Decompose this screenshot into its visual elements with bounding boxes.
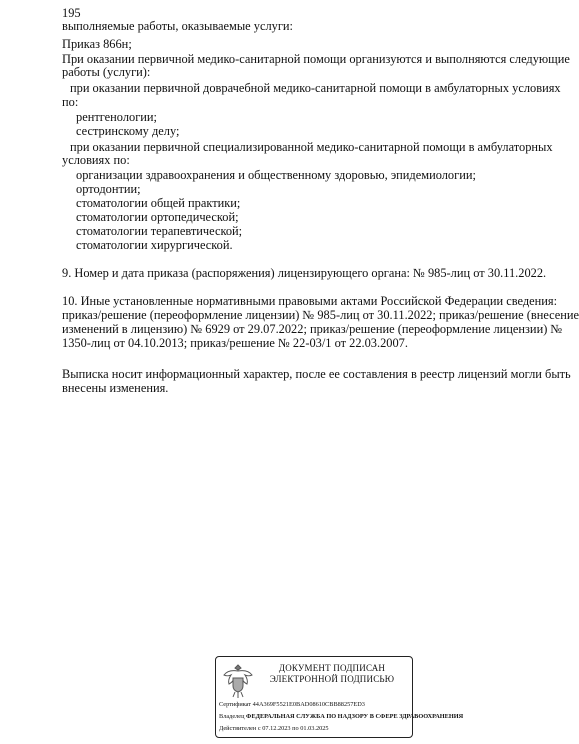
stamp-title-line: ДОКУМЕНТ ПОДПИСАН [278, 663, 386, 673]
text-line: условиях по: [62, 153, 130, 167]
certificate-label: Сертификат [219, 701, 252, 708]
page-number: 195 [62, 6, 81, 20]
section-10-line: изменений в лицензию) № 6929 от 29.07.2022; приказ/решение (переоформление лицензии) № [62, 322, 563, 336]
validity-row [219, 725, 329, 733]
text-line: При оказании первичной медико-санитарной помощи организуются и выполняются следующие [62, 52, 570, 66]
section-10-line: приказ/решение (переоформление лицензии) № 985-лиц от 30.11.2022; приказ/решение (внесение [62, 308, 579, 322]
notice-line: Выписка носит информационный характер, после ее составления в реестр лицензий могли быть [62, 367, 571, 381]
text-line: Приказ 866н; [62, 37, 132, 51]
electronic-signature-stamp [215, 656, 464, 738]
stamp-title-line: ЭЛЕКТРОННОЙ ПОДПИСЬЮ [269, 674, 395, 684]
notice-line: внесены изменения. [62, 381, 169, 395]
list-item: сестринскому делу; [76, 124, 180, 138]
text-line: работы (услуги): [62, 65, 151, 79]
list-item: стоматологии терапевтической; [76, 224, 243, 238]
owner-label: Владелец [219, 713, 245, 720]
list-item: ортодонтии; [76, 182, 141, 196]
list-item: организации здравоохранения и общественному здоровью, эпидемиологии; [76, 168, 476, 182]
section-9-line: 9. Номер и дата приказа (распоряжения) лицензирующего органа: № 985-лиц от 30.11.2022. [62, 266, 547, 280]
validity-text: Действителен с 07.12.2023 по 01.03.2025 [219, 725, 329, 732]
section-10-line: 1350-лиц от 04.10.2013; приказ/решение № 22-03/1 от 22.03.2007. [62, 336, 408, 350]
list-item: стоматологии ортопедической; [76, 210, 239, 224]
certificate-value: 44A369F5521E0BAD08610CBB88257ED3 [252, 701, 365, 708]
stamp-title [252, 663, 412, 685]
owner-row [219, 713, 463, 721]
text-line: при оказании первичной доврачебной медико-санитарной помощи в амбулаторных условиях [70, 81, 561, 95]
list-item: стоматологии общей практики; [76, 196, 241, 210]
coat-of-arms-icon [220, 661, 256, 701]
text-line: при оказании первичной специализированной медико-санитарной помощи в амбулаторных [70, 140, 553, 154]
certificate-row [219, 701, 365, 709]
list-item: стоматологии хирургической. [76, 238, 233, 252]
section-10-line: 10. Иные установленные нормативными правовыми актами Российской Федерации сведения: [62, 294, 558, 308]
text-line: выполняемые работы, оказываемые услуги: [62, 19, 294, 33]
owner-value: ФЕДЕРАЛЬНАЯ СЛУЖБА ПО НАДЗОРУ В СФЕРЕ ЗДРАВООХРАНЕНИЯ [246, 713, 464, 720]
text-line: по: [62, 95, 79, 109]
list-item: рентгенологии; [76, 110, 157, 124]
